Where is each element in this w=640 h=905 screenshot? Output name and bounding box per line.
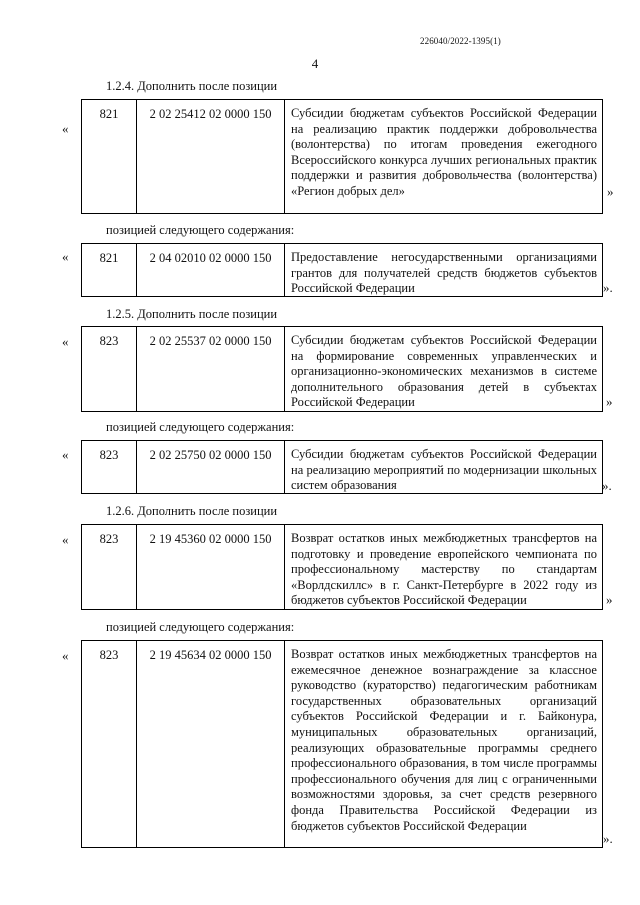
kbk-code-cell: 2 19 45634 02 0000 150 [137,641,285,847]
name-cell: Возврат остатков иных межбюджетных трансфертов на подготовку и проведение европейского чемпионата по профессиональному мастерству по стандартам «Ворлдскиллс» в г. Санкт-Петербурге в 2022 году из бюджетов субъектов Российской Федерации [291,531,597,608]
section-heading: позицией следующего содержания: [106,420,295,434]
quote-close: » [606,592,613,607]
section-heading: позицией следующего содержания: [106,223,295,237]
entry-row [81,640,603,848]
admin-code-cell: 821 [82,100,137,213]
page-number: 4 [311,56,319,71]
quote-open: « [62,532,69,547]
admin-code-cell: 821 [82,244,137,296]
name-cell: Субсидии бюджетам субъектов Российской Федерации на формирование современных управленческих и организационно-экономических механизмов в системе дополнительного образования детей в субъектах Российской Федерации [291,333,597,410]
entry-row [81,243,603,297]
name-cell: Возврат остатков иных межбюджетных трансфертов на ежемесячное денежное вознаграждение за классное руководство (кураторство) педагогическим работникам государственных образовательных организаций субъектов Российской Федерации и г. Байконура, муниципальных образовательных организаций, реализующих образовательные программы среднего профессионального образования, в том числе программы профессионального обучения для лиц с ограниченными возможностями здоровья, за счет средств резервного фонда Правительства Российской Федерации из бюджетов субъектов Российской Федерации [291,647,597,833]
quote-open: « [62,447,69,462]
entry-row [81,99,603,214]
admin-code-cell: 823 [82,641,137,847]
kbk-code-cell: 2 04 02010 02 0000 150 [137,244,285,296]
entry-row [81,326,603,412]
quote-close: ». [603,280,613,295]
admin-code-cell: 823 [82,441,137,493]
document-number: 226040/2022-1395(1) [420,36,501,46]
entry-row [81,440,603,494]
section-heading: позицией следующего содержания: [106,620,295,634]
name-cell: Субсидии бюджетам субъектов Российской Федерации на реализацию мероприятий по модернизации школьных систем образования [291,447,597,493]
quote-open: « [62,648,69,663]
quote-close: » [606,394,613,409]
admin-code-cell: 823 [82,525,137,609]
section-heading: 1.2.6. Дополнить после позиции [106,504,278,518]
name-cell: Субсидии бюджетам субъектов Российской Федерации на реализацию практик поддержки добровольчества (волонтерства) по итогам проведения ежегодного Всероссийского конкурса лучших региональных практик поддержки и развития добровольчества (волонтерства) «Регион добрых дел» [291,106,597,198]
admin-code-cell: 823 [82,327,137,411]
kbk-code-cell: 2 02 25412 02 0000 150 [137,100,285,213]
kbk-code-cell: 2 02 25537 02 0000 150 [137,327,285,411]
quote-open: « [62,249,69,264]
quote-open: « [62,121,69,136]
entry-row [81,524,603,610]
quote-close: » [607,184,614,199]
kbk-code-cell: 2 02 25750 02 0000 150 [137,441,285,493]
section-heading: 1.2.5. Дополнить после позиции [106,307,278,321]
quote-open: « [62,334,69,349]
section-heading: 1.2.4. Дополнить после позиции [106,79,278,93]
name-cell: Предоставление негосударственными организациями грантов для получателей средств бюджетов субъектов Российской Федерации [291,250,597,296]
quote-close: ». [603,831,613,846]
kbk-code-cell: 2 19 45360 02 0000 150 [137,525,285,609]
quote-close: ». [602,478,612,493]
